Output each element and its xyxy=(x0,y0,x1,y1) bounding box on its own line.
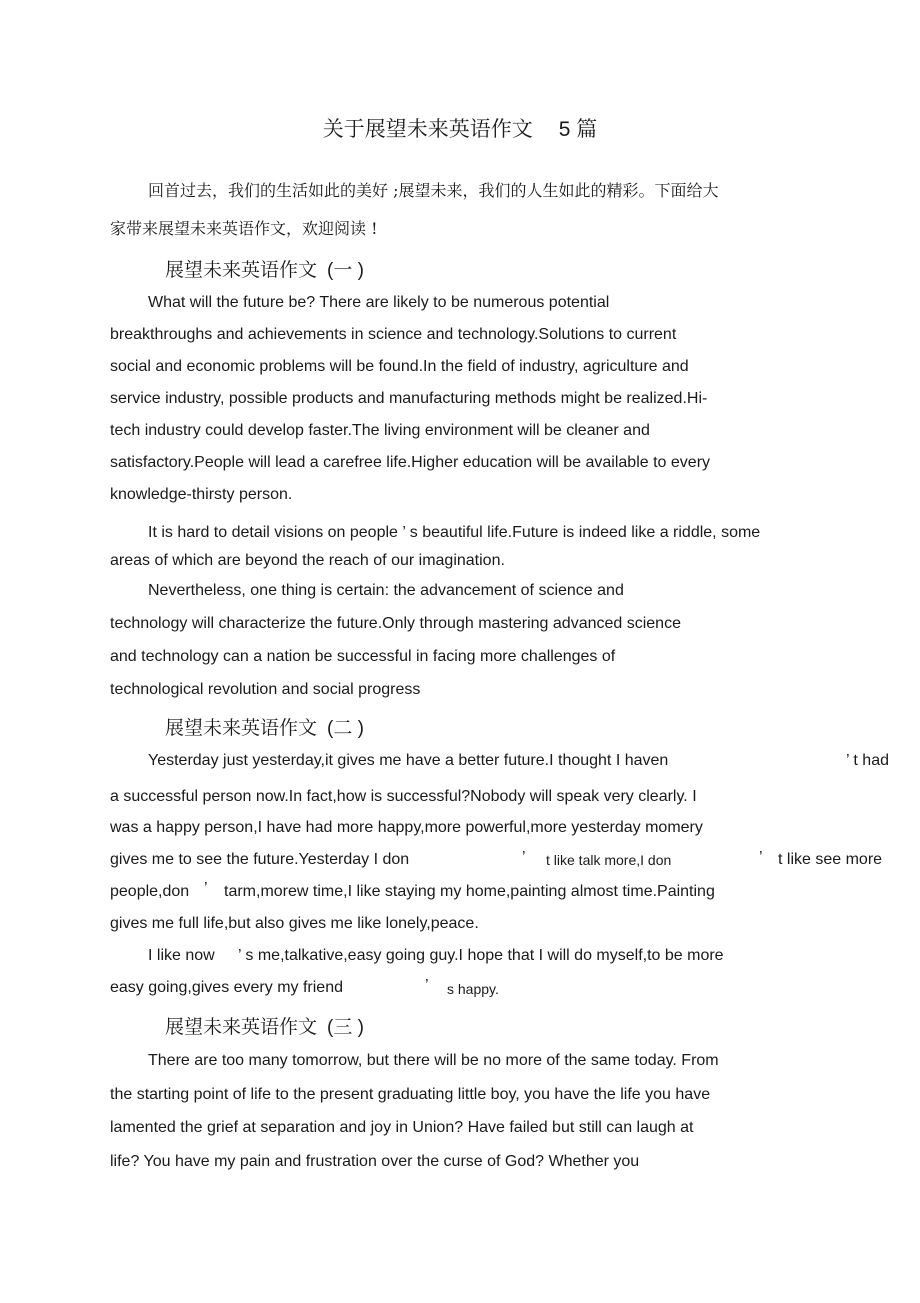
essay-line: Nevertheless, one thing is certain: the advancement of science and xyxy=(148,582,624,599)
essay-line: I like now xyxy=(148,947,215,964)
page-title xyxy=(0,113,920,143)
essay-heading-text: 展望未来英语作文 xyxy=(165,1016,318,1038)
title-count: 5 篇 xyxy=(558,118,598,141)
essay-part: (二 ) xyxy=(327,718,364,739)
essay-line: Yesterday just yesterday,it gives me have a better future.I thought I haven xyxy=(148,752,669,769)
intro-line: 回首过去，我们的生活如此的美好 ;展望未来，我们的人生如此的精彩。下面给大 xyxy=(148,181,719,200)
essay-heading xyxy=(165,255,364,282)
essay-line: technological revolution and social progress xyxy=(110,681,421,698)
essay-line: easy going,gives every my friend xyxy=(110,979,343,996)
essay-line-fragment: ’ xyxy=(759,849,763,866)
essay-line: areas of which are beyond the reach of our imagination. xyxy=(110,552,505,569)
essay-line: lamented the grief at separation and joy in Union? Have failed but still can laugh at xyxy=(110,1119,694,1136)
essay-line: What will the future be? There are likely to be numerous potential xyxy=(148,294,610,311)
essay-part: (三 ) xyxy=(327,1017,364,1038)
intro-line: 家带来展望未来英语作文，欢迎阅读 ! xyxy=(110,219,378,238)
essay-line: a successful person now.In fact,how is successful?Nobody will speak very clearly. I xyxy=(110,788,697,805)
essay-line-fragment: ’ xyxy=(204,880,208,897)
essay-part: (一 ) xyxy=(327,260,364,281)
essay-line-fragment: ’ t had xyxy=(846,752,889,769)
essay-line: There are too many tomorrow, but there will be no more of the same today. From xyxy=(148,1052,719,1069)
essay-line: the starting point of life to the present graduating little boy, you have the life you have xyxy=(110,1086,711,1103)
essay-line-fragment: ’ xyxy=(425,977,429,994)
essay-line: social and economic problems will be found.In the field of industry, agriculture and xyxy=(110,358,689,375)
essay-heading xyxy=(165,713,364,740)
essay-line: life? You have my pain and frustration over the curse of God? Whether you xyxy=(110,1153,640,1170)
essay-line: and technology can a nation be successful in facing more challenges of xyxy=(110,648,616,665)
essay-heading-text: 展望未来英语作文 xyxy=(165,717,318,739)
essay-line: breakthroughs and achievements in science and technology.Solutions to current xyxy=(110,326,677,343)
essay-line: service industry, possible products and manufacturing methods might be realized.Hi- xyxy=(110,390,708,407)
essay-line: tech industry could develop faster.The living environment will be cleaner and xyxy=(110,422,650,439)
essay-line-fragment: tarm,morew time,I like staying my home,painting almost time.Painting xyxy=(224,883,715,900)
essay-line: technology will characterize the future.Only through mastering advanced science xyxy=(110,615,681,632)
essay-line-fragment: s happy. xyxy=(447,981,499,997)
essay-line: was a happy person,I have had more happy,more powerful,more yesterday momery xyxy=(110,819,703,836)
essay-line: It is hard to detail visions on people ’ s beautiful life.Future is indeed like a riddle, some xyxy=(148,524,761,541)
essay-line-fragment: t like see more xyxy=(778,851,883,868)
essay-heading-text: 展望未来英语作文 xyxy=(165,259,318,281)
essay-line-fragment: ’ xyxy=(522,849,526,866)
essay-line: people,don xyxy=(110,883,190,900)
essay-line: gives me to see the future.Yesterday I don xyxy=(110,851,410,868)
essay-line-fragment: ’ s me,talkative,easy going guy.I hope that I will do myself,to be more xyxy=(238,947,724,964)
essay-line: satisfactory.People will lead a carefree life.Higher education will be available to every xyxy=(110,454,711,471)
essay-line: gives me full life,but also gives me like lonely,peace. xyxy=(110,915,479,932)
essay-heading xyxy=(165,1012,364,1039)
essay-line: knowledge-thirsty person. xyxy=(110,486,293,503)
essay-line-fragment: t like talk more,I don xyxy=(546,852,672,868)
title-text: 关于展望未来英语作文 xyxy=(322,117,533,141)
